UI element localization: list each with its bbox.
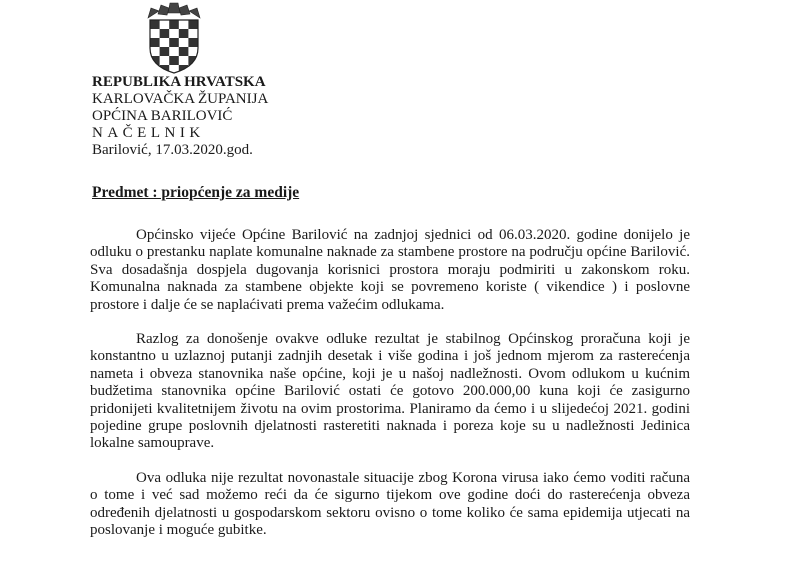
county-name: KARLOVAČKA ŽUPANIJA (92, 91, 269, 107)
subject-line: Predmet : priopćenje za medije (92, 184, 300, 201)
paragraph-3: Ova odluka nije rezultat novonastale situacije zbog Korona virusa iako ćemo voditi računa o tome i već sad možemo reći da će sigurno tijekom ove godine doći do rasterećenja obveza određenih djelatnosti u gospodarskom sektoru ovisno o tome koliko će sama epidemija utjecati na poslovanje i moguće gubitke. (90, 469, 690, 539)
place-date: Barilović, 17.03.2020.god. (92, 142, 253, 158)
paragraph-2: Razlog za donošenje ovakve odluke rezultat je stabilnog Općinskog proračuna koji je konstantno u uzlaznoj putanji zadnjih desetak i više godina i još jednom mjerom za rasterećenja nameta i obveza stanovnika naše općine, koji je u našoj nadležnosti. Ovom odlukom u kućnim budžetima stanovnika općine Barilović ostati će gotovo 200.000,00 kuna koji će zasigurno pridonijeti kvalitetnijem životu na ovim prostorima. Planiramo da ćemo i u slijedećoj 2021. godini pojedine grupe poslovnih djelatnosti rasteretiti naknada i poreza koje su u nadležnosti Jedinica lokalne samouprave. (90, 331, 690, 452)
letterhead (92, 74, 268, 159)
paragraph-1: Općinsko vijeće Općine Barilović na zadnjoj sjednici od 06.03.2020. godine donijelo je odluku o prestanku naplate komunalne naknade za stambene prostore na području općine Barilović. Sva dosadašnja dospjela dugovanja korisnici prostora moraju podmiriti u zakonskom roku. Komunalna naknada za stambene objekte koji se povremeno koriste ( vikendice ) i poslovne prostore i dalje će se naplaćivati prema važećim odlukama. (90, 227, 690, 313)
office-name: NAČELNIK (92, 125, 205, 141)
coat-of-arms-icon (142, 2, 206, 74)
document-body (90, 227, 690, 557)
country-name: REPUBLIKA HRVATSKA (92, 74, 266, 90)
municipality-name: OPĆINA BARILOVIĆ (92, 108, 233, 124)
